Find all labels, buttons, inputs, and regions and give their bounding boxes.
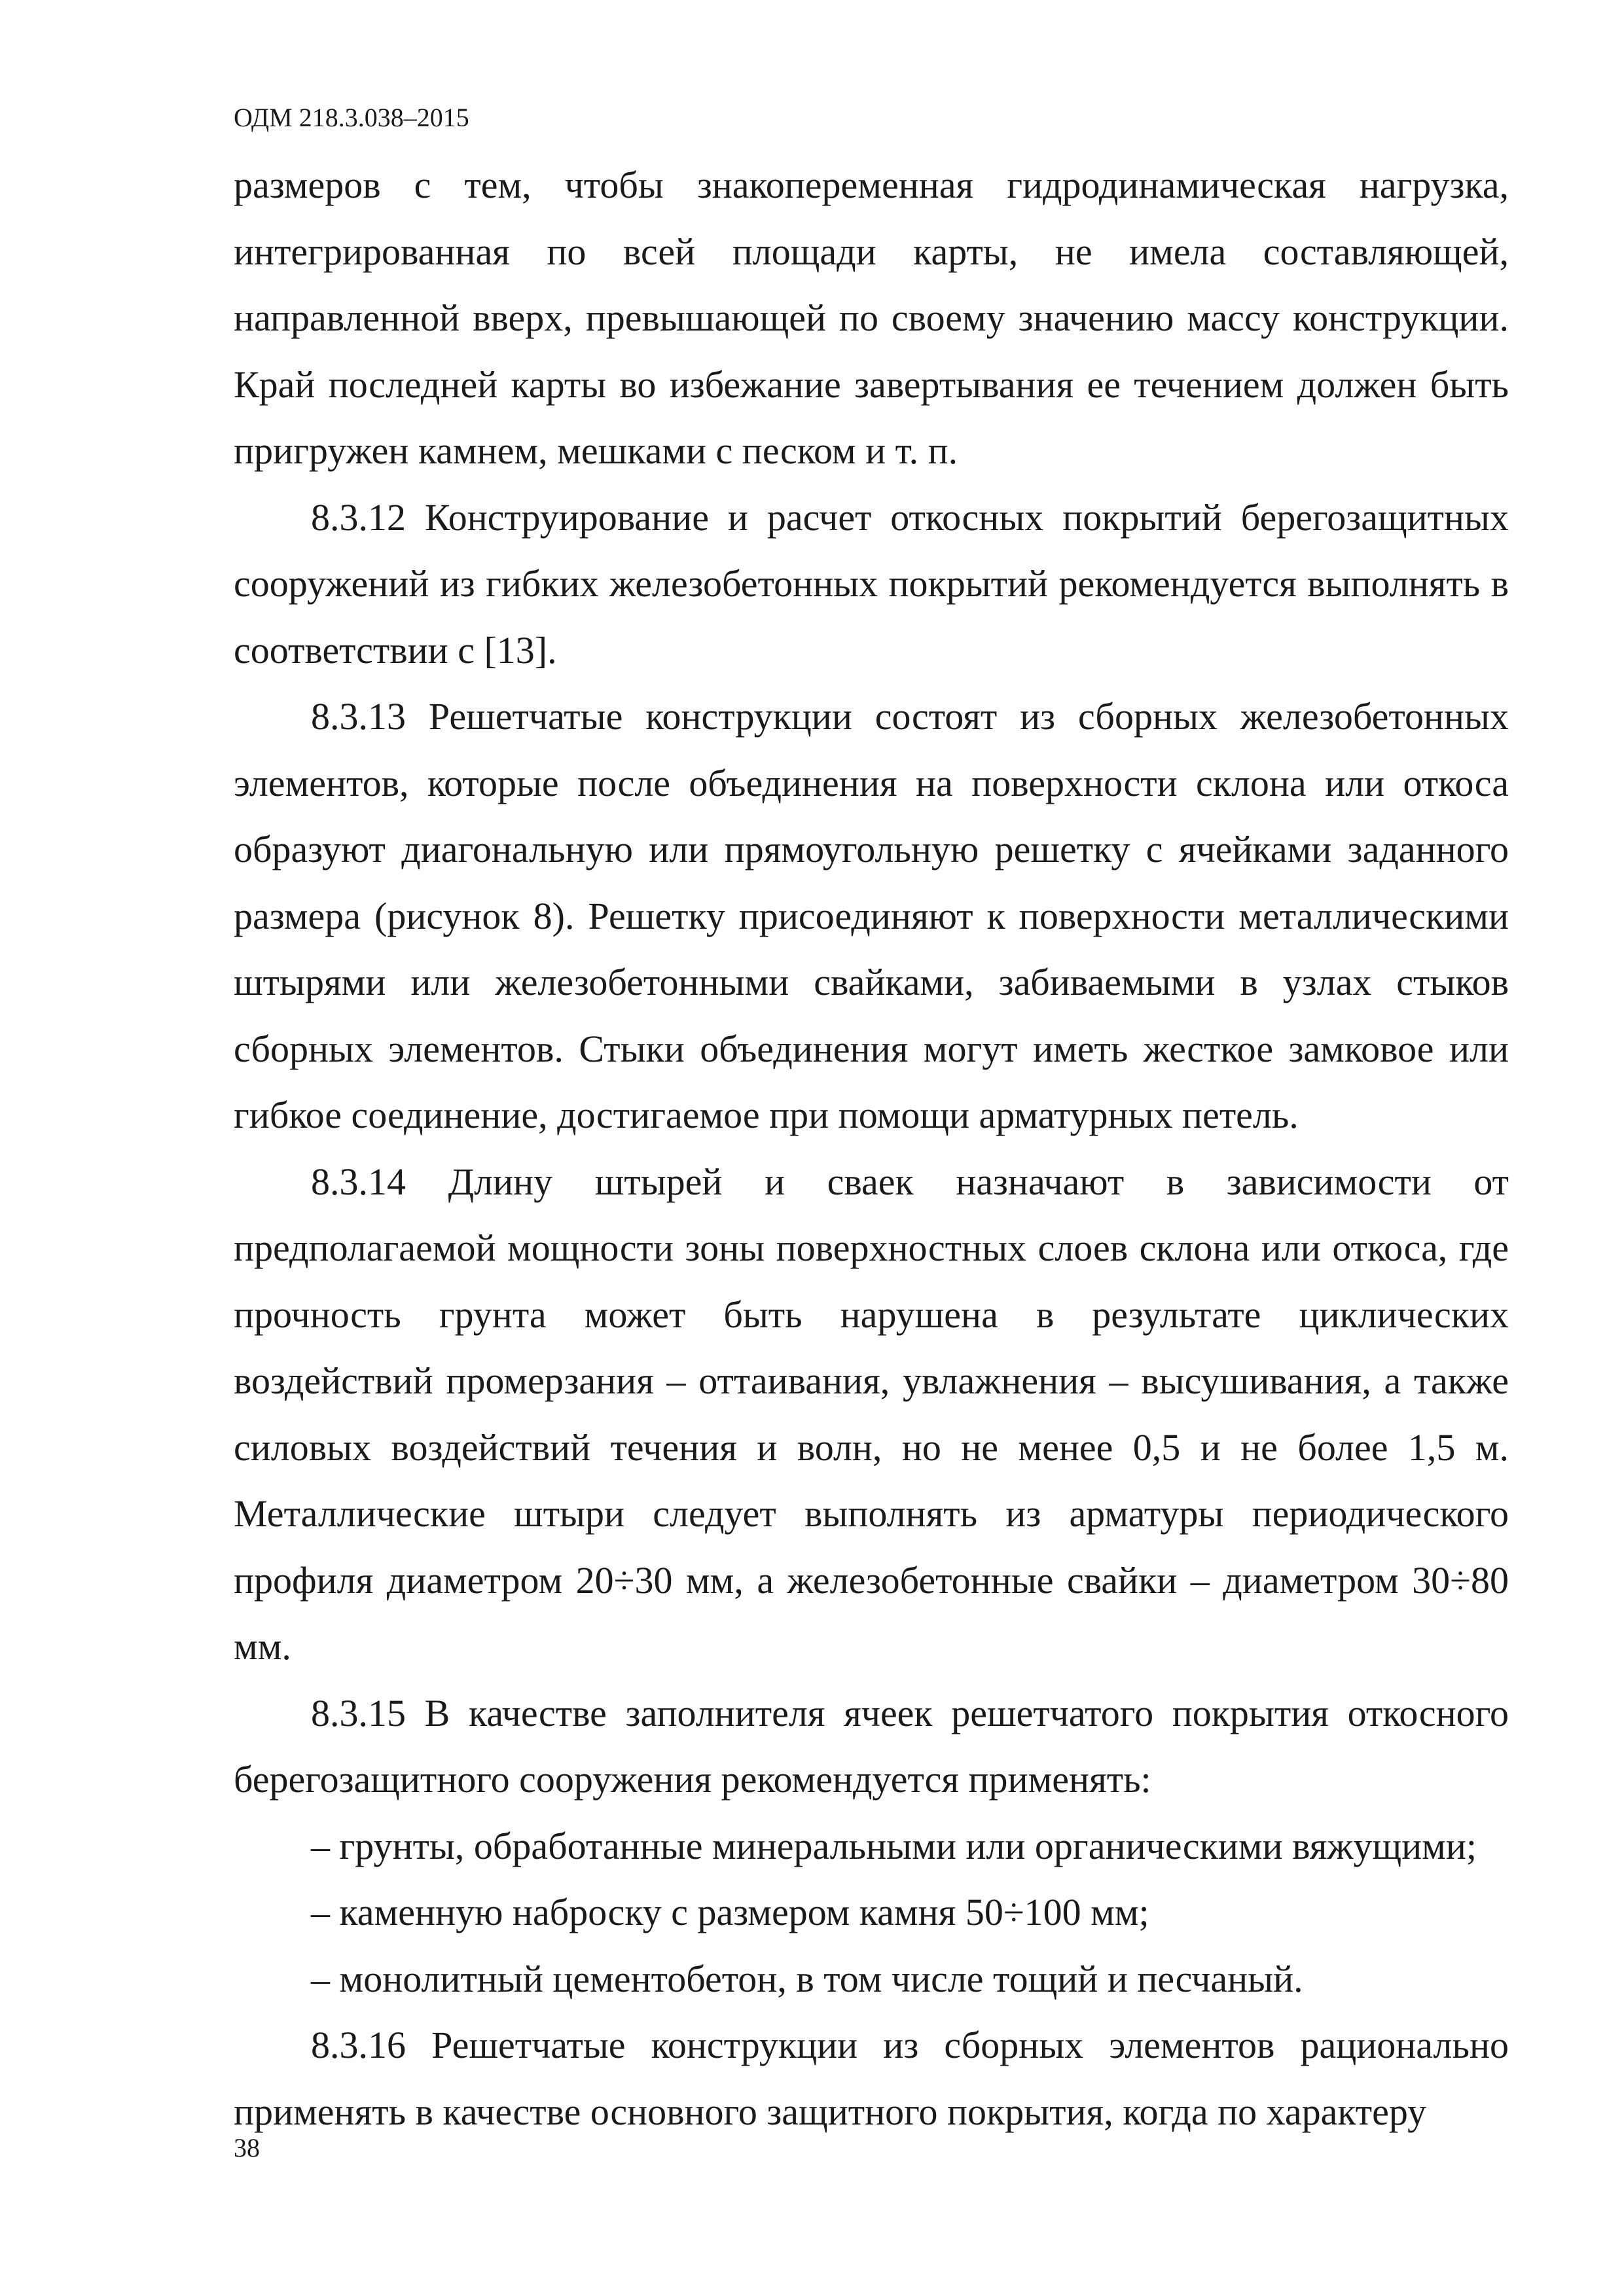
paragraph-8-3-15: 8.3.15 В качестве заполнителя ячеек решетчатого покрытия откосного берегозащитного сооружения рекомендуется применять: [234, 1691, 1509, 1801]
paragraph-continuation: размеров с тем, чтобы знакопеременная гидродинамическая нагрузка, интегрированная по всей площади карты, не имела составляющей, направленной вверх, превышающей по своему значению массу конструкции. Край последней карты во избежание завертывания ее течением должен быть пригружен камнем, мешками с песком и т. п. [234, 164, 1509, 472]
list-item: – монолитный цементобетон, в том числе тощий и песчаный. [311, 1957, 1303, 2000]
paragraph-8-3-16: 8.3.16 Решетчатые конструкции из сборных элементов рационально применять в качестве основного защитного покрытия, когда по характеру [234, 2024, 1509, 2133]
paragraph-8-3-12: 8.3.12 Конструирование и расчет откосных покрытий берегозащитных сооружений из гибких железобетонных покрытий рекомендуется выполнять в соответствии с [13]. [234, 495, 1509, 672]
paragraph-8-3-13: 8.3.13 Решетчатые конструкции состоят из сборных железобетонных элементов, которые после объединения на поверхности склона или откоса образуют диагональную или прямоугольную решетку с ячейками заданного размера (рисунок 8). Решетку присоединяют к поверхности металлическими штырями или железобетонными свайками, забиваемыми в узлах стыков сборных элементов. Стыки объединения могут иметь жесткое замковое или гибкое соединение, достигаемое при помощи арматурных петель. [234, 695, 1509, 1136]
document-body [234, 152, 1509, 2145]
list-item: – грунты, обработанные минеральными или органическими вяжущими; [311, 1824, 1477, 1867]
page-number: 38 [234, 2133, 260, 2162]
list-item: – каменную наброску с размером камня 50÷100 мм; [311, 1891, 1149, 1933]
paragraph-8-3-14: 8.3.14 Длину штырей и сваек назначают в зависимости от предполагаемой мощности зоны поверхностных слоев склона или откоса, где прочность грунта может быть нарушена в результате циклических воздействий промерзания – оттаивания, увлажнения – высушивания, а также силовых воздействий течения и волн, но не менее 0,5 и не более 1,5 м. Металлические штыри следует выполнять из арматуры периодического профиля диаметром 20÷30 мм, а железобетонные свайки – диаметром 30÷80 мм. [234, 1160, 1509, 1668]
document-code-header: ОДМ 218.3.038–2015 [234, 103, 469, 132]
